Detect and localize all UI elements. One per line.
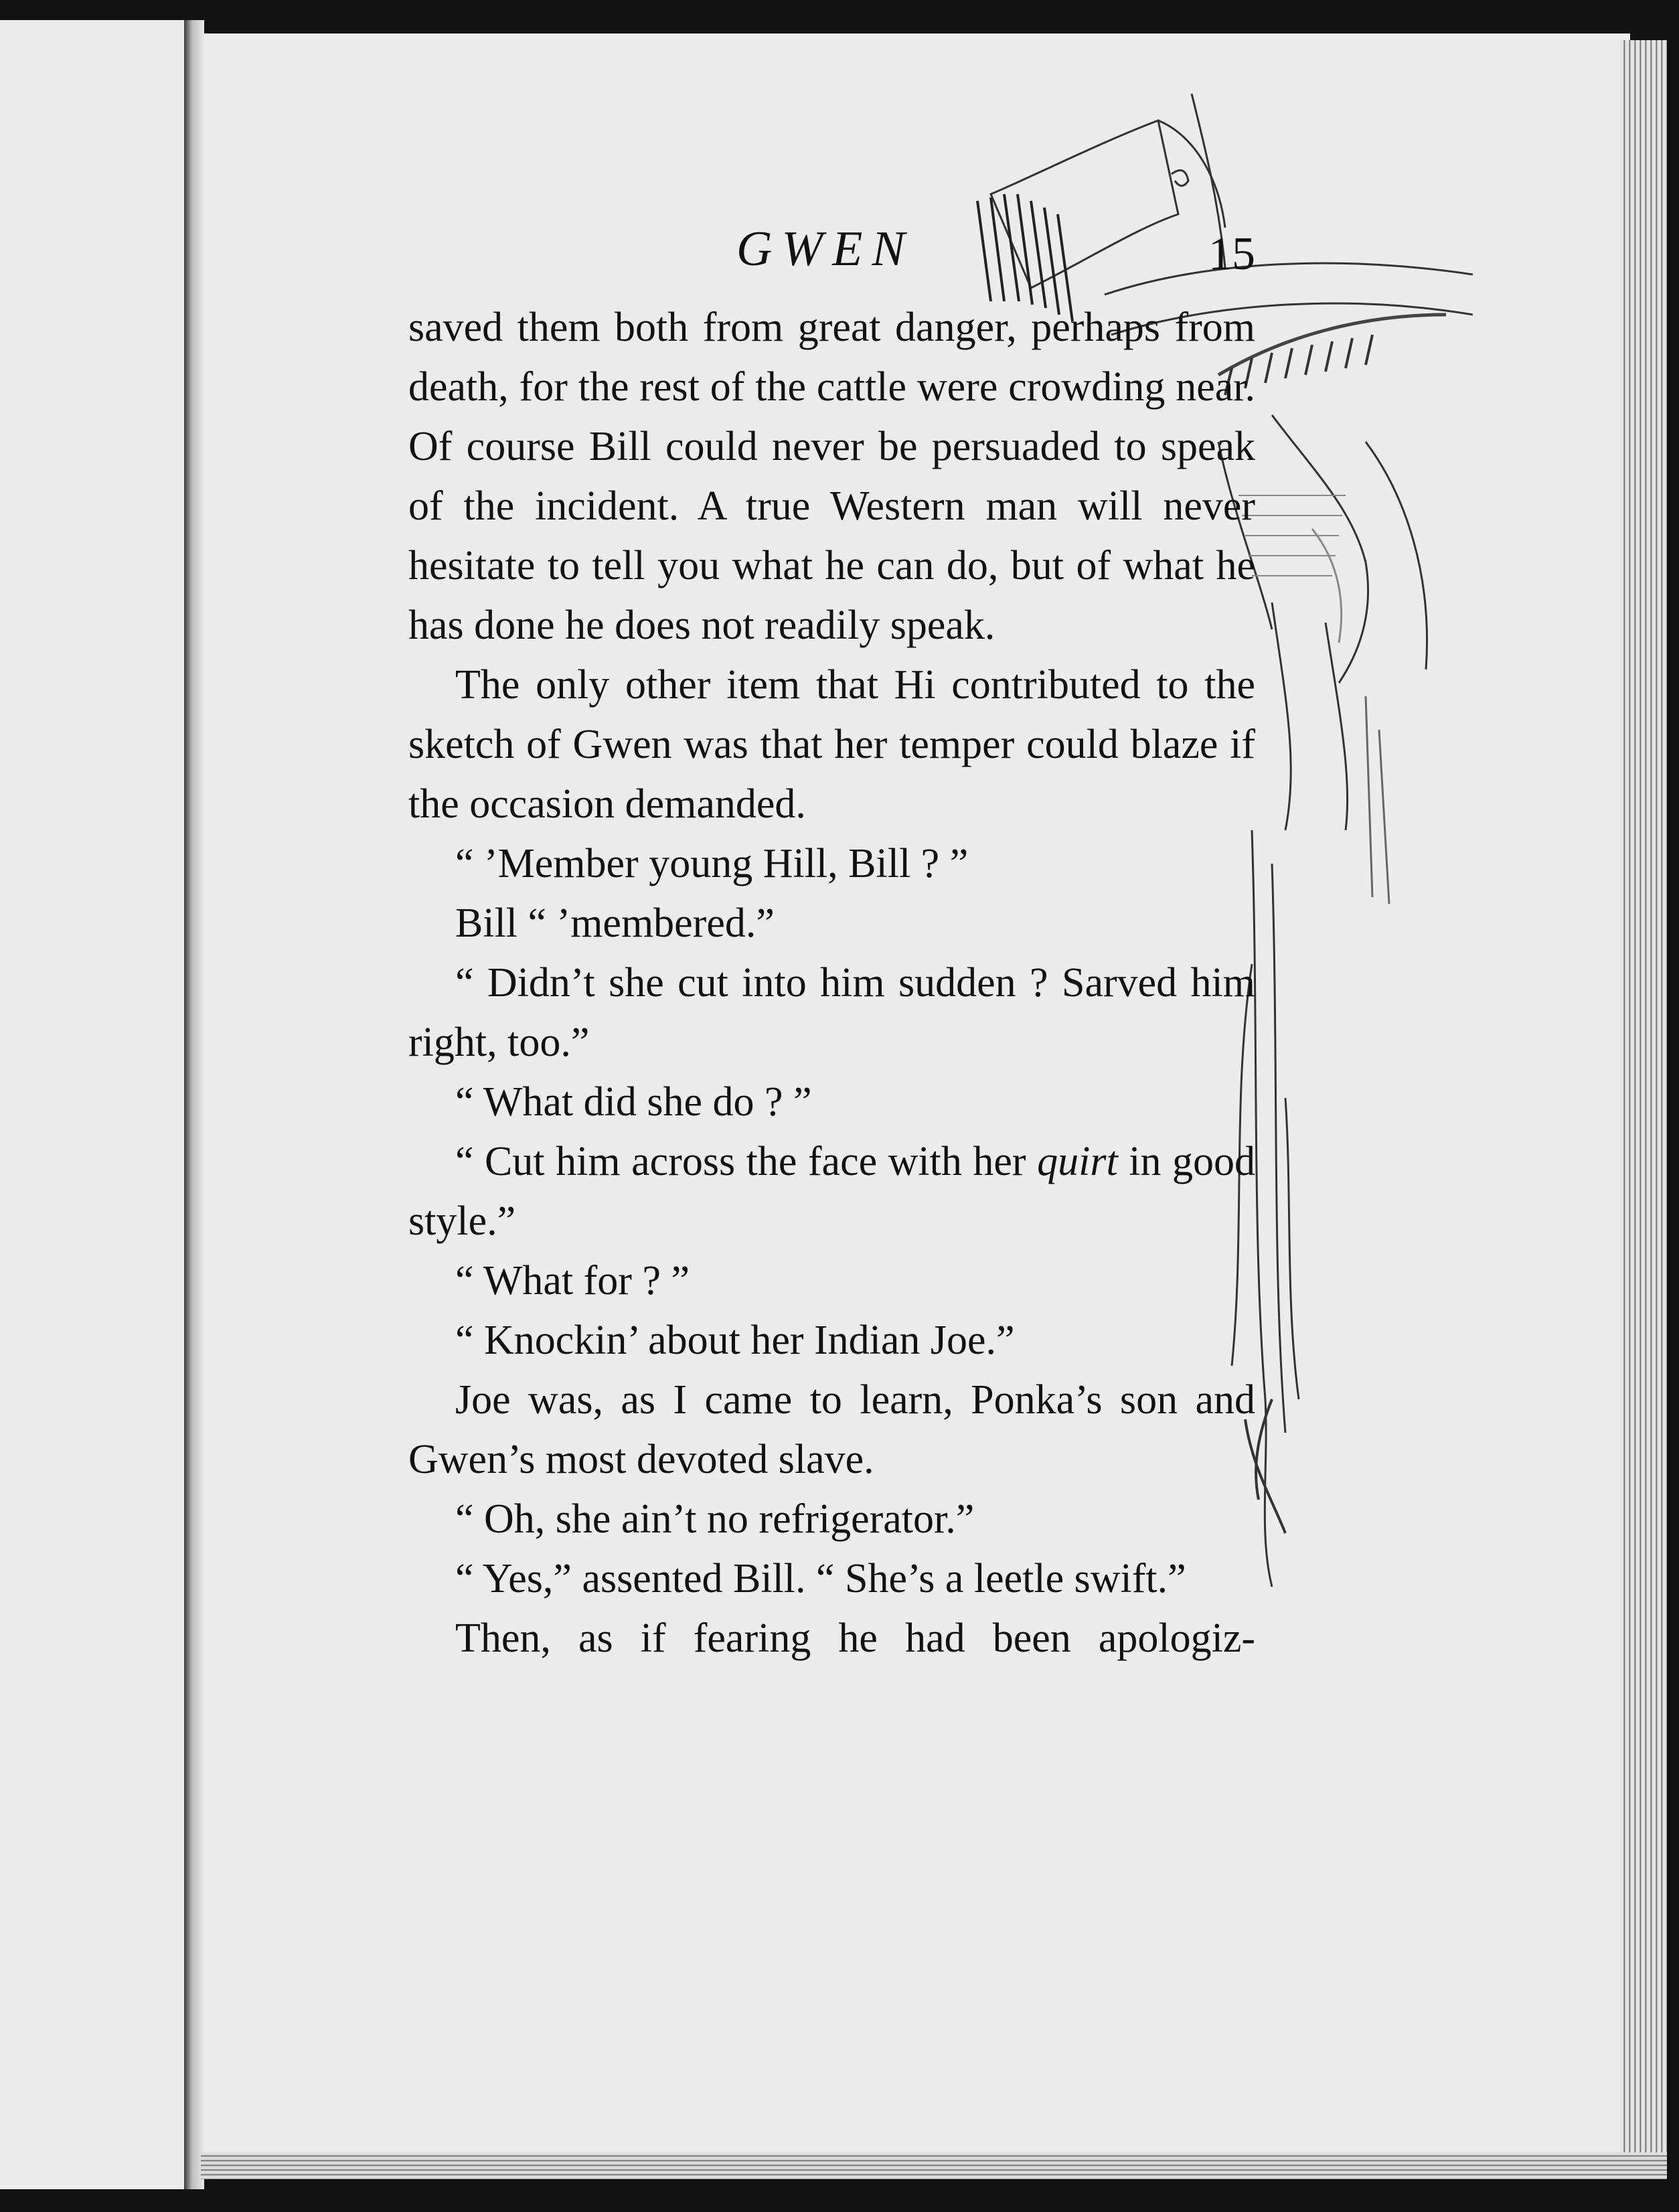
book-fore-edge [1620, 40, 1667, 2162]
paragraph: “ Oh, she ain’t no refrigerator.” [455, 1496, 975, 1542]
paragraph: “ Didn’t she cut into him sudden ? Sarved him right, too.” [408, 960, 1255, 1065]
paragraph: “ Cut him across the face with her quirt in good style.” [408, 1139, 1255, 1244]
paragraph: Bill “ ’membered.” [455, 900, 775, 946]
paragraph: “ What for ? ” [455, 1258, 690, 1304]
page-number: 15 [1208, 228, 1255, 280]
paragraph: The only other item that Hi contributed to the sketch of Gwen was that her temper could blaze if the occasion demanded. [408, 662, 1255, 827]
paragraph: saved them both from great danger, perhaps from death, for the rest of the cattle were crowding near. Of course Bill could never be persuaded to speak of the incident. A true Western man will never hesitate to tell you what he can do, but of what he has done he does not readily speak. [408, 305, 1255, 648]
body-text [408, 298, 1255, 1668]
paragraph: “ Knockin’ about her Indian Joe.” [455, 1318, 1015, 1363]
paragraph: Joe was, as I came to learn, Ponka’s son and Gwen’s most devoted slave. [408, 1377, 1255, 1482]
book-bottom-edge [201, 2152, 1667, 2179]
book-gutter [184, 20, 204, 2189]
italic-word: quirt [1037, 1139, 1118, 1184]
paragraph: “ What did she do ? ” [455, 1079, 812, 1125]
paragraph: “ Yes,” assented Bill. “ She’s a leetle swift.” [455, 1556, 1186, 1601]
previous-page-edge [0, 20, 188, 2189]
paragraph: Then, as if fearing he had been apologiz- [455, 1615, 1255, 1661]
paragraph: “ ’Member young Hill, Bill ? ” [455, 841, 969, 886]
running-title: GWEN [736, 222, 914, 276]
